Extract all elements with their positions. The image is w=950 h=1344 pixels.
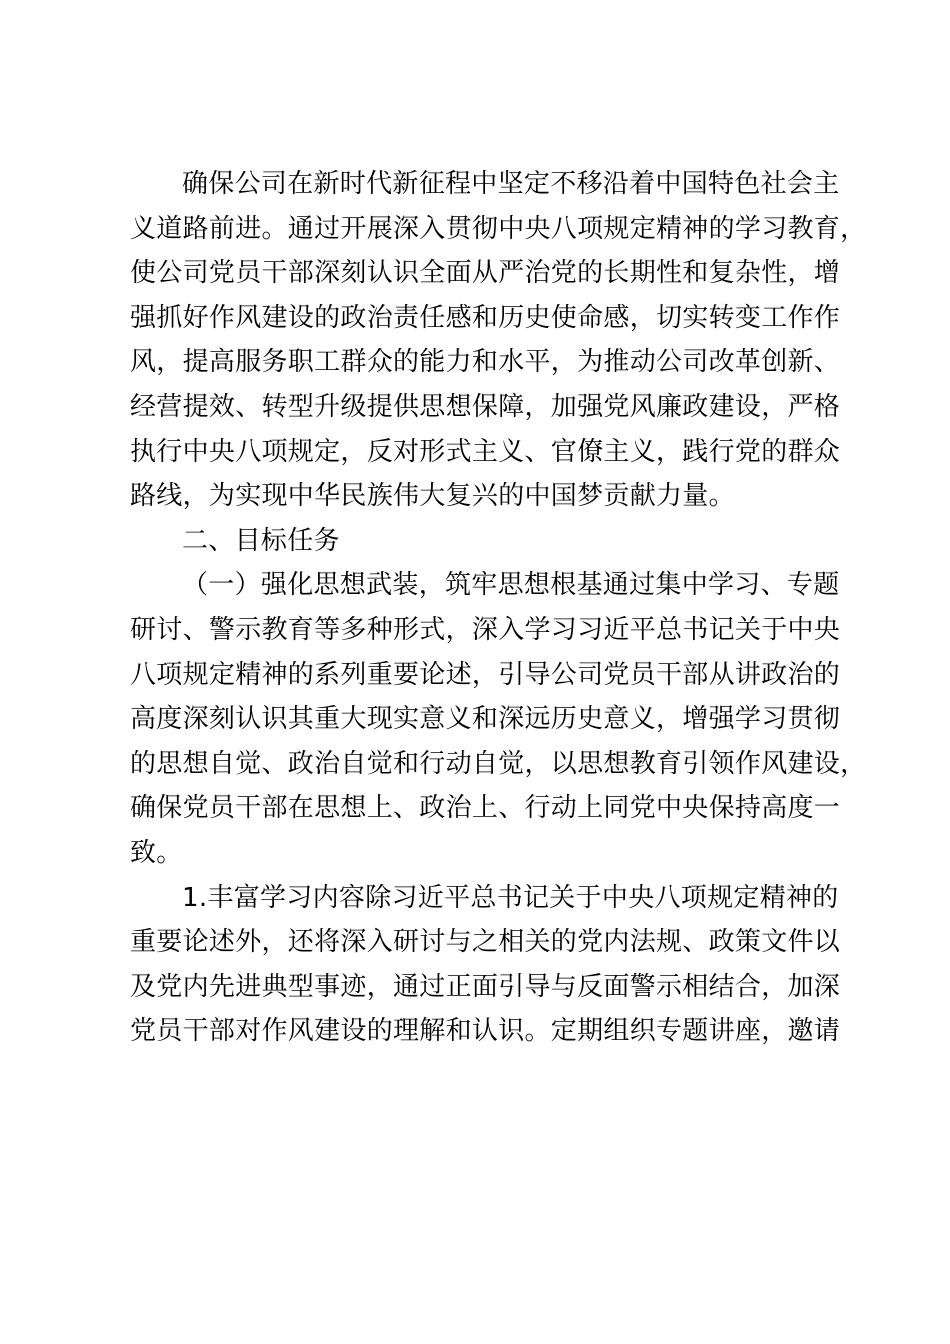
text-line: 确保党员干部在思想上、政治上、行动上同党中央保持高度一: [130, 793, 841, 824]
heading-text: 二、目标任务: [182, 525, 340, 556]
text-line: 1.丰富学习内容除习近平总书记关于中央八项规定精神的: [182, 882, 839, 913]
text-line: 经营提效、转型升级提供思想保障，加强党风廉政建设，严格: [130, 391, 841, 422]
text-line: 确保公司在新时代新征程中坚定不移沿着中国特色社会主: [182, 169, 840, 199]
document-body: [130, 162, 867, 1054]
text-line: 执行中央八项规定，反对形式主义、官僚主义，践行党的群众: [130, 436, 841, 467]
text-line: 及党内先进典型事迹，通过正面引导与反面警示相结合，加深: [130, 971, 841, 1002]
text-line: 致。: [130, 837, 183, 868]
paragraph-study-content: [130, 876, 841, 1054]
text-line: （一）强化思想武装，筑牢思想根基通过集中学习、专题: [182, 570, 840, 601]
text-line: 路线，为实现中华民族伟大复兴的中国梦贡献力量。: [130, 481, 735, 512]
text-line: 高度深刻认识其重大现实意义和深远历史意义，增强学习贯彻: [130, 704, 841, 735]
text-line: 八项规定精神的系列重要论述，引导公司党员干部从讲政治的: [130, 659, 841, 690]
section-heading: [130, 519, 830, 564]
text-line: 研讨、警示教育等多种形式，深入学习习近平总书记关于中央: [130, 614, 841, 645]
text-line: 使公司党员干部深刻认识全面从严治党的长期性和复杂性，增: [130, 258, 841, 289]
text-line: 重要论述外，还将深入研讨与之相关的党内法规、政策文件以: [130, 927, 841, 958]
paragraph-ideology: [130, 563, 867, 875]
text-line: 义道路前进。通过开展深入贯彻中央八项规定精神的学习教育，: [130, 213, 867, 244]
text-line: 强抓好作风建设的政治责任感和历史使命感，切实转变工作作: [130, 302, 841, 333]
text-line: 风，提高服务职工群众的能力和水平，为推动公司改革创新、: [130, 347, 841, 378]
text-line: 党员干部对作风建设的理解和认识。定期组织专题讲座，邀请: [130, 1016, 841, 1047]
text-line: 的思想自觉、政治自觉和行动自觉，以思想教育引领作风建设，: [130, 748, 867, 779]
paragraph-purpose: [130, 162, 867, 519]
